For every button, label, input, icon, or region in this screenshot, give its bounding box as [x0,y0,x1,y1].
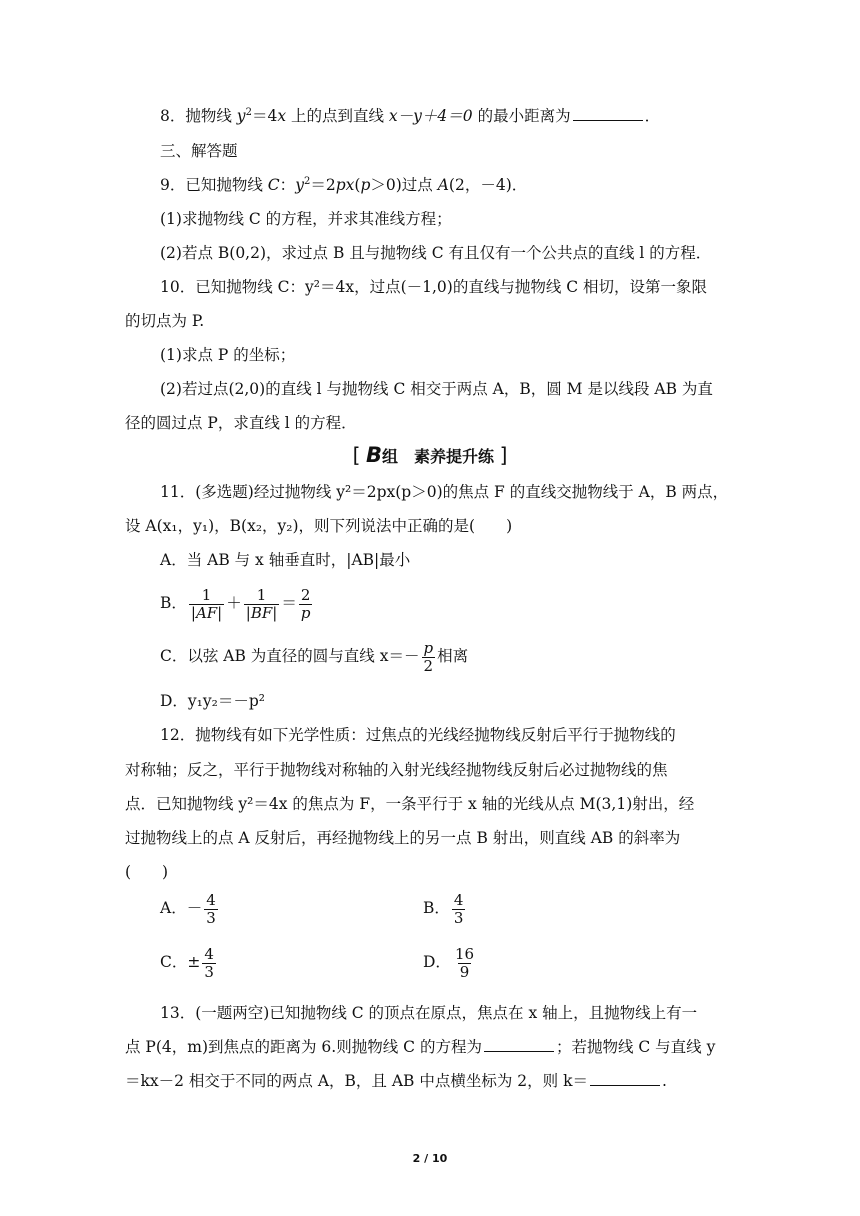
q12-option-b [423,890,673,927]
q10-stem-line2: 的切点为 P. [125,312,205,330]
q12-stem-line3: 点．已知抛物线 y²＝4x 的焦点为 F，一条平行于 x 轴的光线从点 M(3,1)射出，经 [125,795,695,813]
q9-text: ( [354,176,361,194]
q12-stem-line4: 过抛物线上的点 A 反射后，再经抛物线上的另一点 B 射出，则直线 AB 的斜率为 [125,829,681,847]
q8-text: 的最小距离为 [472,107,571,125]
numerator: 1 [201,585,212,604]
denominator: 9 [459,962,470,981]
denominator: p [300,603,311,622]
q13-text: ；若抛物线 C 与直线 y [555,1038,716,1056]
numerator: 2 [300,585,311,604]
q9-text: ＝2 [310,176,336,194]
q9-text: ： [279,176,296,194]
q13-text: 点 P(4，m)到焦点的距离为 6.则抛物线 C 的方程为 [125,1038,482,1056]
q8-line: 8．抛物线 $y^2=4x$ 上的点到直线 x－y＋4＝0 的最小距离为 ． [160,106,661,125]
q9-var-c: C [267,176,280,194]
q9-var-px: px [335,176,355,194]
q13-text: ＝kx－2 相交于不同的两点 A，B，且 AB 中点横坐标为 2，则 k＝ [125,1072,588,1090]
option-label: D． [423,953,451,971]
q9-stem: 9．已知抛物线 C：$y^2=2px(p>0)$过点 A(2，－4)． [160,175,528,194]
numerator: 4 [453,890,464,909]
q9-var-y: y [295,176,304,194]
q11-option-d: D．y₁y₂＝－p² [160,692,266,710]
q8-answer-blank[interactable] [573,106,643,121]
option-label: B． [423,899,450,917]
q8-text: ＝4 [251,107,278,125]
denominator: |AF| [190,603,223,622]
q9-sub1: (1)求抛物线 C 的方程，并求其准线方程； [160,210,452,228]
fraction [189,587,224,622]
q12-option-d [423,944,673,981]
bracket-right: ] [499,443,508,467]
bracket-left: [ [352,443,361,467]
fraction [452,892,466,927]
q9-text: 9．已知抛物线 [160,176,268,194]
denominator: 3 [204,962,214,981]
q13-answer-blank-1[interactable] [484,1037,554,1052]
q8-period: ． [644,107,661,125]
fraction [244,587,280,622]
q12-stem-line2: 对称轴；反之，平行于抛物线对称轴的入射光线经抛物线反射后必过抛物线的焦 [125,761,668,779]
numerator: 16 [454,944,475,963]
fraction [299,587,313,622]
q13-stem-line2 [125,1037,737,1057]
q10-sub2-line2: 径的圆过点 P，求直线 l 的方程． [125,414,357,432]
q9-sub2: (2)若点 B(0,2)，求过点 B 且与抛物线 C 有且仅有一个公共点的直线 l 的方程． [160,244,712,262]
numerator: p [423,638,434,657]
fraction [421,640,435,675]
q11-option-a: A．当 AB 与 x 轴垂直时，|AB|最小 [160,551,411,569]
q9-var-p: p [360,176,371,194]
q8-var-x: x [277,107,287,125]
fraction [204,892,218,927]
numerator: 4 [206,890,216,909]
q11-option-b [160,585,772,622]
denominator: 3 [453,908,464,927]
group-letter: B [365,443,382,467]
option-label: C．± [160,953,201,971]
fraction [453,946,476,981]
q10-sub1: (1)求点 P 的坐标； [160,346,296,364]
q11-stem-line1: 11．(多选题)经过抛物线 y²＝2px(p＞0)的焦点 F 的直线交抛物线于 A，B 两点， [160,483,729,501]
q9-text: (2，－4)． [448,176,528,194]
section-heading: 三、解答题 [160,142,238,160]
q8-text: 上的点到直线 [286,107,389,125]
q13-stem-line1: 13．(一题两空)已知抛物线 C 的顶点在原点，焦点在 x 轴上，且抛物线上有一 [160,1004,698,1022]
q12-stem-line1: 12．抛物线有如下光学性质：过焦点的光线经抛物线反射后平行于抛物线的 [160,726,676,744]
option-label: B． [160,594,187,612]
option-text: 相离 [437,647,469,665]
q8-text: 8．抛物线 [160,107,237,125]
q13-text: . [661,1072,667,1090]
denominator: |BF| [245,603,278,622]
equals-sign: ＝ [281,594,297,612]
q12-stem-line5: ( ) [125,863,169,881]
q9-text: ＞0)过点 [370,176,438,194]
plus-sign: ＋ [226,594,242,612]
denominator: 2 [423,656,434,675]
page-number: 2 / 10 [412,1152,448,1165]
numerator: 4 [204,944,214,963]
group-title: 组 素养提升练 [382,447,495,466]
q9-var-a: A [437,176,449,194]
option-label: A．－ [160,899,203,917]
group-b-heading [0,443,860,467]
q12-option-a [160,890,410,927]
option-text: C．以弦 AB 为直径的圆与直线 x＝－ [160,647,420,665]
q8-line-eq: x－y＋4＝0 [388,107,473,125]
q10-stem-line1: 10．已知抛物线 C：y²＝4x，过点(－1,0)的直线与抛物线 C 相切，设第一象限 [160,278,708,296]
q10-sub2-line1: (2)若过点(2,0)的直线 l 与抛物线 C 相交于两点 A，B，圆 M 是以线段 AB 为直 [160,380,713,398]
q13-answer-blank-2[interactable] [590,1071,660,1086]
fraction [202,946,216,981]
denominator: 3 [206,908,216,927]
numerator: 1 [256,585,267,604]
q11-option-c [160,638,772,675]
q13-stem-line3 [125,1071,737,1091]
q8-var-y: y [236,107,246,125]
q12-option-c [160,944,410,981]
q11-stem-line2: 设 A(x₁，y₁)，B(x₂，y₂)，则下列说法中正确的是( ) [125,517,513,535]
